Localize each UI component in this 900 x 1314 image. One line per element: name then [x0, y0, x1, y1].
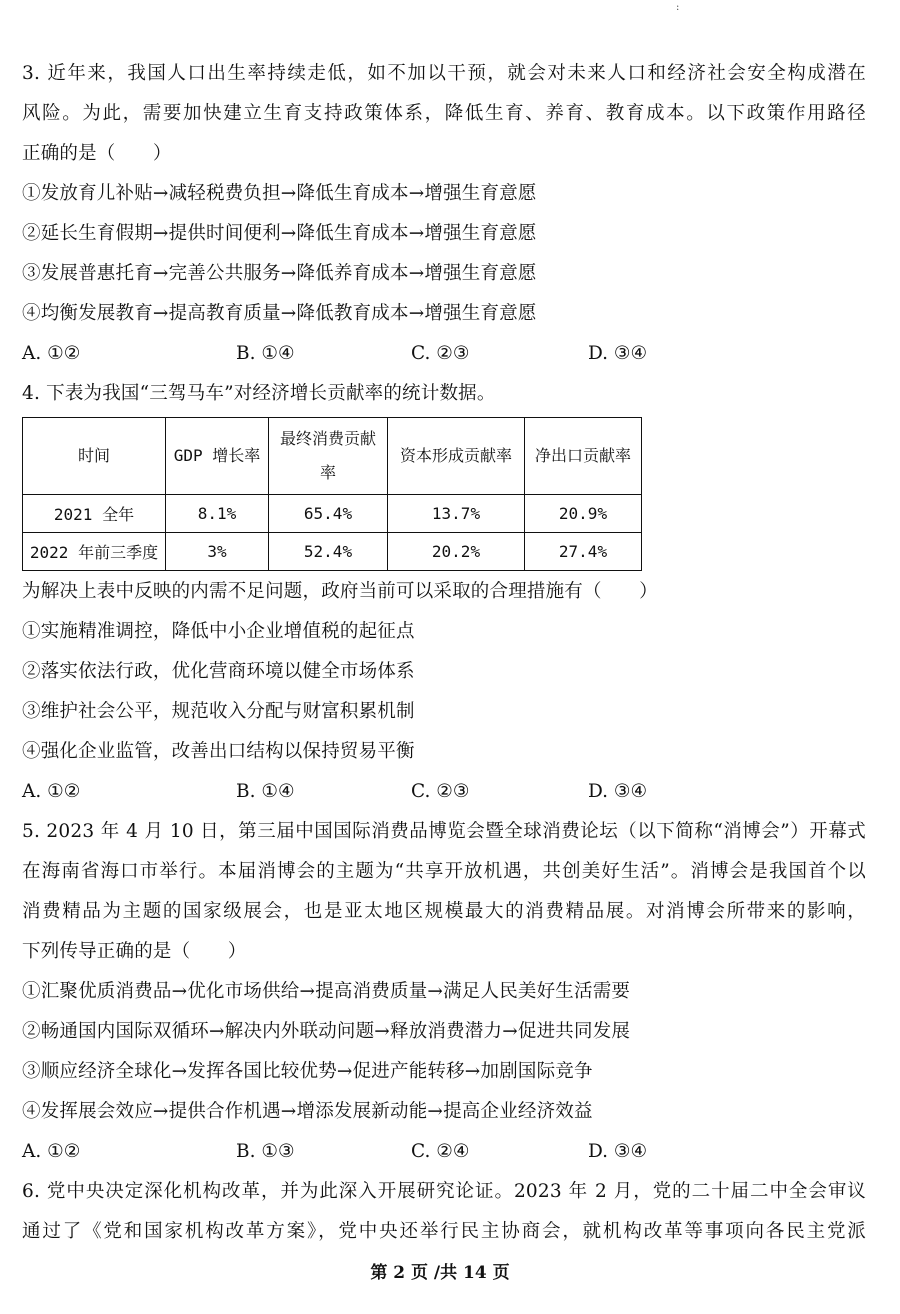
- header-gdp-growth: GDP 增长率: [166, 418, 269, 495]
- table-cell: 27.4%: [525, 533, 642, 571]
- question-5-item-4: ④发挥展会效应→提供合作机遇→增添发展新动能→提高企业经济效益: [22, 1101, 593, 1122]
- question-4-option-a[interactable]: A. ①②: [22, 781, 81, 802]
- table-cell: 8.1%: [166, 495, 269, 533]
- table-cell: 20.2%: [388, 533, 525, 571]
- question-3-item-3: ③发展普惠托育→完善公共服务→降低养育成本→增强生育意愿: [22, 263, 537, 284]
- header-consumption-line-1: 最终消费贡献: [279, 429, 376, 448]
- question-5-option-c[interactable]: C. ②④: [411, 1141, 470, 1162]
- question-5-item-1: ①汇聚优质消费品→优化市场供给→提高消费质量→满足人民美好生活需要: [22, 981, 631, 1002]
- question-3-option-b[interactable]: B. ①④: [236, 343, 295, 364]
- question-4-option-d[interactable]: D. ③④: [588, 781, 648, 802]
- header-consumption: [269, 418, 388, 495]
- question-4-option-b[interactable]: B. ①④: [236, 781, 295, 802]
- question-5-options: [22, 1132, 866, 1172]
- header-time: 时间: [23, 418, 166, 495]
- question-6-stem-line-2: 通过了《党和国家机构改革方案》，党中央还举行民主协商会，就机构改革等事项向各民主党派: [22, 1221, 866, 1242]
- question-4-options: [22, 772, 866, 812]
- contribution-table: [22, 417, 642, 571]
- exam-page: [22, 54, 866, 1252]
- question-5: [22, 812, 866, 1172]
- table-cell: 13.7%: [388, 495, 525, 533]
- question-4: [22, 374, 866, 812]
- question-3-stem-line-3: 正确的是（ ）: [22, 143, 172, 164]
- question-3-option-a[interactable]: A. ①②: [22, 343, 81, 364]
- table-cell: 52.4%: [269, 533, 388, 571]
- header-net-export: 净出口贡献率: [525, 418, 642, 495]
- question-3-option-d[interactable]: D. ③④: [588, 343, 648, 364]
- table-row: [23, 533, 642, 571]
- question-5-stem-line-2: 在海南省海口市举行。本届消博会的主题为“共享开放机遇，共创美好生活”。消博会是我国首个以: [22, 861, 866, 882]
- question-4-stem: 为解决上表中反映的内需不足问题，政府当前可以采取的合理措施有（ ）: [22, 581, 658, 602]
- question-4-item-3: ③维护社会公平，规范收入分配与财富积累机制: [22, 701, 415, 722]
- question-3-item-4: ④均衡发展教育→提高教育质量→降低教育成本→增强生育意愿: [22, 303, 537, 324]
- question-5-stem-line-4: 下列传导正确的是（ ）: [22, 941, 247, 962]
- question-4-intro: 4. 下表为我国“三驾马车”对经济增长贡献率的统计数据。: [22, 383, 496, 404]
- question-4-option-c[interactable]: C. ②③: [411, 781, 470, 802]
- question-5-stem-line-3: 消费精品为主题的国家级展会，也是亚太地区规模最大的消费精品展。对消博会所带来的影响，: [22, 901, 866, 922]
- question-4-item-2: ②落实依法行政，优化营商环境以健全市场体系: [22, 661, 415, 682]
- question-5-option-b[interactable]: B. ①③: [236, 1141, 295, 1162]
- question-5-stem-line-1: 5. 2023 年 4 月 10 日，第三届中国国际消费品博览会暨全球消费论坛（以下简称“消博会”）开幕式: [22, 821, 866, 842]
- table-cell: 65.4%: [269, 495, 388, 533]
- question-5-option-d[interactable]: D. ③④: [588, 1141, 648, 1162]
- page-footer: 第 2 页 /共 14 页: [370, 1263, 510, 1283]
- table-cell: 2021 全年: [23, 495, 166, 533]
- question-4-item-4: ④强化企业监管，改善出口结构以保持贸易平衡: [22, 741, 415, 762]
- question-6: [22, 1172, 866, 1252]
- question-3: [22, 54, 866, 374]
- table-cell: 2022 年前三季度: [23, 533, 166, 571]
- table-header-row: [23, 418, 642, 495]
- question-5-item-2: ②畅通国内国际双循环→解决内外联动问题→释放消费潜力→促进共同发展: [22, 1021, 631, 1042]
- table-row: [23, 495, 642, 533]
- header-capital: 资本形成贡献率: [388, 418, 525, 495]
- question-6-stem-line-1: 6. 党中央决定深化机构改革，并为此深入开展研究论证。2023 年 2 月，党的二十届二中全会审议: [22, 1181, 866, 1202]
- question-3-stem-line-1: 3. 近年来，我国人口出生率持续走低，如不加以干预，就会对未来人口和经济社会安全构成潜在: [22, 63, 866, 84]
- question-3-option-c[interactable]: C. ②③: [411, 343, 470, 364]
- question-3-stem-line-2: 风险。为此，需要加快建立生育支持政策体系，降低生育、养育、教育成本。以下政策作用路径: [22, 103, 866, 124]
- table-cell: 20.9%: [525, 495, 642, 533]
- table-cell: 3%: [166, 533, 269, 571]
- question-5-item-3: ③顺应经济全球化→发挥各国比较优势→促进产能转移→加剧国际竞争: [22, 1061, 593, 1082]
- question-4-item-1: ①实施精准调控，降低中小企业增值税的起征点: [22, 621, 415, 642]
- question-3-item-2: ②延长生育假期→提供时间便利→降低生育成本→增强生育意愿: [22, 223, 537, 244]
- question-3-options: [22, 334, 866, 374]
- header-consumption-line-2: 率: [319, 463, 336, 482]
- corner-mark: :: [676, 2, 680, 13]
- question-5-option-a[interactable]: A. ①②: [22, 1141, 81, 1162]
- question-3-item-1: ①发放育儿补贴→减轻税费负担→降低生育成本→增强生育意愿: [22, 183, 537, 204]
